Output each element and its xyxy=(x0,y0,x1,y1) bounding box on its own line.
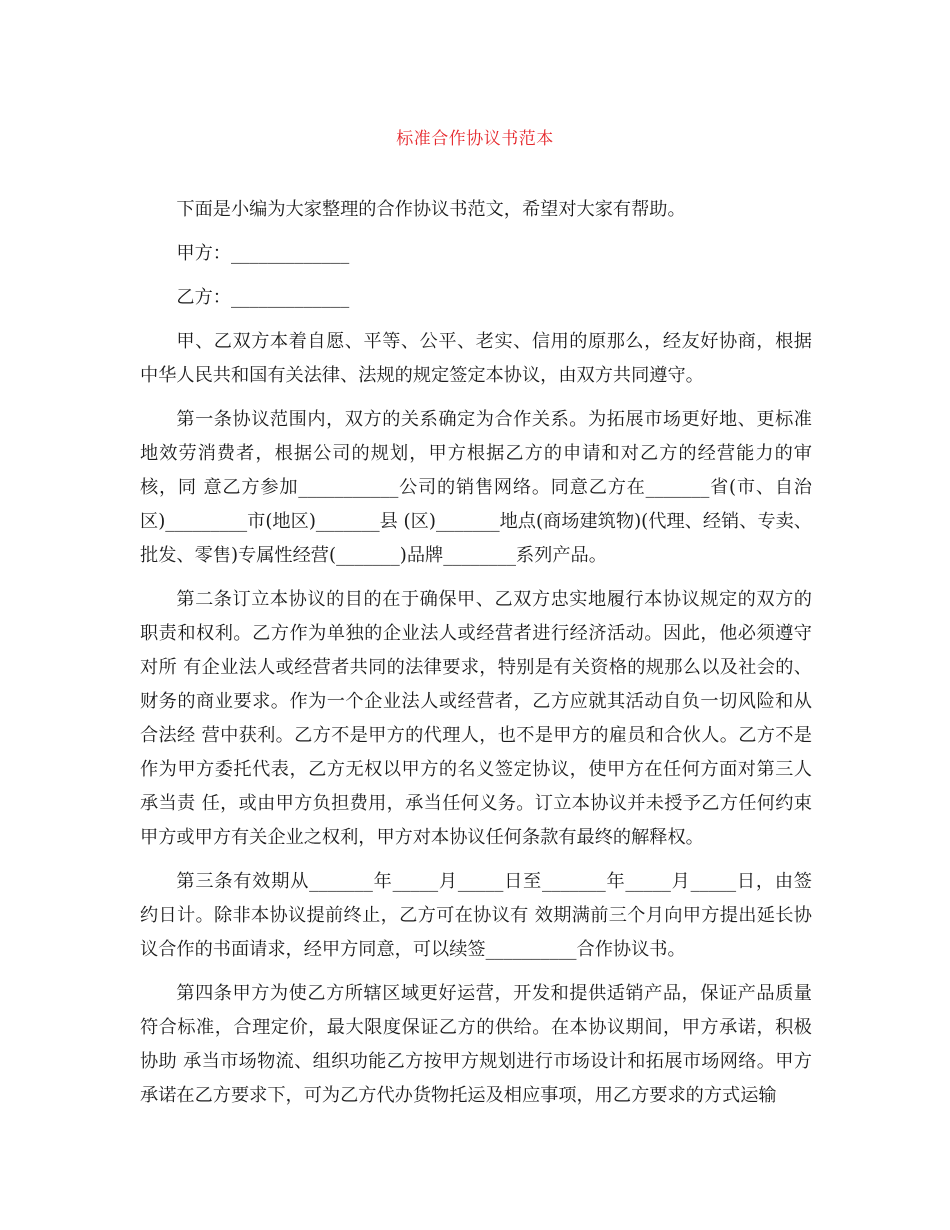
preamble-paragraph: 甲、乙双方本着自愿、平等、公平、老实、信用的原那么，经友好协商，根据中华人民共和国有关法律、法规的规定签定本协议，由双方共同遵守。 xyxy=(140,331,812,386)
document-title: 标准合作协议书范本 xyxy=(396,129,554,149)
article-3-paragraph: 第三条有效期从_______年_____月_____日至_______年_____月_____日，由签约日计。除非本协议提前终止，乙方可在协议有 效期满前三个月向甲方提出延长协议合作的书面请求，经甲方同意，可以续签__________合作协议书。 xyxy=(140,871,812,960)
article-4-paragraph: 第四条甲方为使乙方所辖区域更好运营，开发和提供适销产品，保证产品质量符合标准，合理定价，最大限度保证乙方的供给。在本协议期间，甲方承诺，积极协助 承当市场物流、组织功能乙方按甲方规划进行市场设计和拓展市场网络。甲方承诺在乙方要求下，可为乙方代办货物托运及相应事项，用乙方要求的方式运输 xyxy=(140,983,812,1106)
party-b-line: 乙方：_____________ xyxy=(176,287,350,308)
party-a-line: 甲方：_____________ xyxy=(176,243,350,264)
document-body xyxy=(140,193,812,1113)
intro-paragraph: 下面是小编为大家整理的合作协议书范文，希望对大家有帮助。 xyxy=(176,199,686,220)
article-2-paragraph: 第二条订立本协议的目的在于确保甲、乙双方忠实地履行本协议规定的双方的职责和权利。乙方作为单独的企业法人或经营者进行经济活动。因此，他必须遵守对所 有企业法人或经营者共同的法律要求，特别是有关资格的规那么以及社会的、财务的商业要求。作为一个企业法人或经营者，乙方应就其活动自负一切风险和从合法经 营中获利。乙方不是甲方的代理人，也不是甲方的雇员和合伙人。乙方不是作为甲方委托代表，乙方无权以甲方的名义签定协议，使甲方在任何方面对第三人承当责 任，或由甲方负担费用，承当任何义务。订立本协议并未授予乙方任何约束甲方或甲方有关企业之权利，甲方对本协议任何条款有最终的解释权。 xyxy=(140,589,812,848)
article-1-paragraph: 第一条协议范围内，双方的关系确定为合作关系。为拓展市场更好地、更标准地效劳消费者，根据公司的规划，甲方根据乙方的申请和对乙方的经营能力的审核，同 意乙方参加___________公司的销售网络。同意乙方在_______省(市、自治区)_________市(地区)_______县 (区)_______地点(商场建筑物)(代理、经销、专卖、批发、零售)专属性经营(_______)品牌________系列产品。 xyxy=(140,409,812,566)
